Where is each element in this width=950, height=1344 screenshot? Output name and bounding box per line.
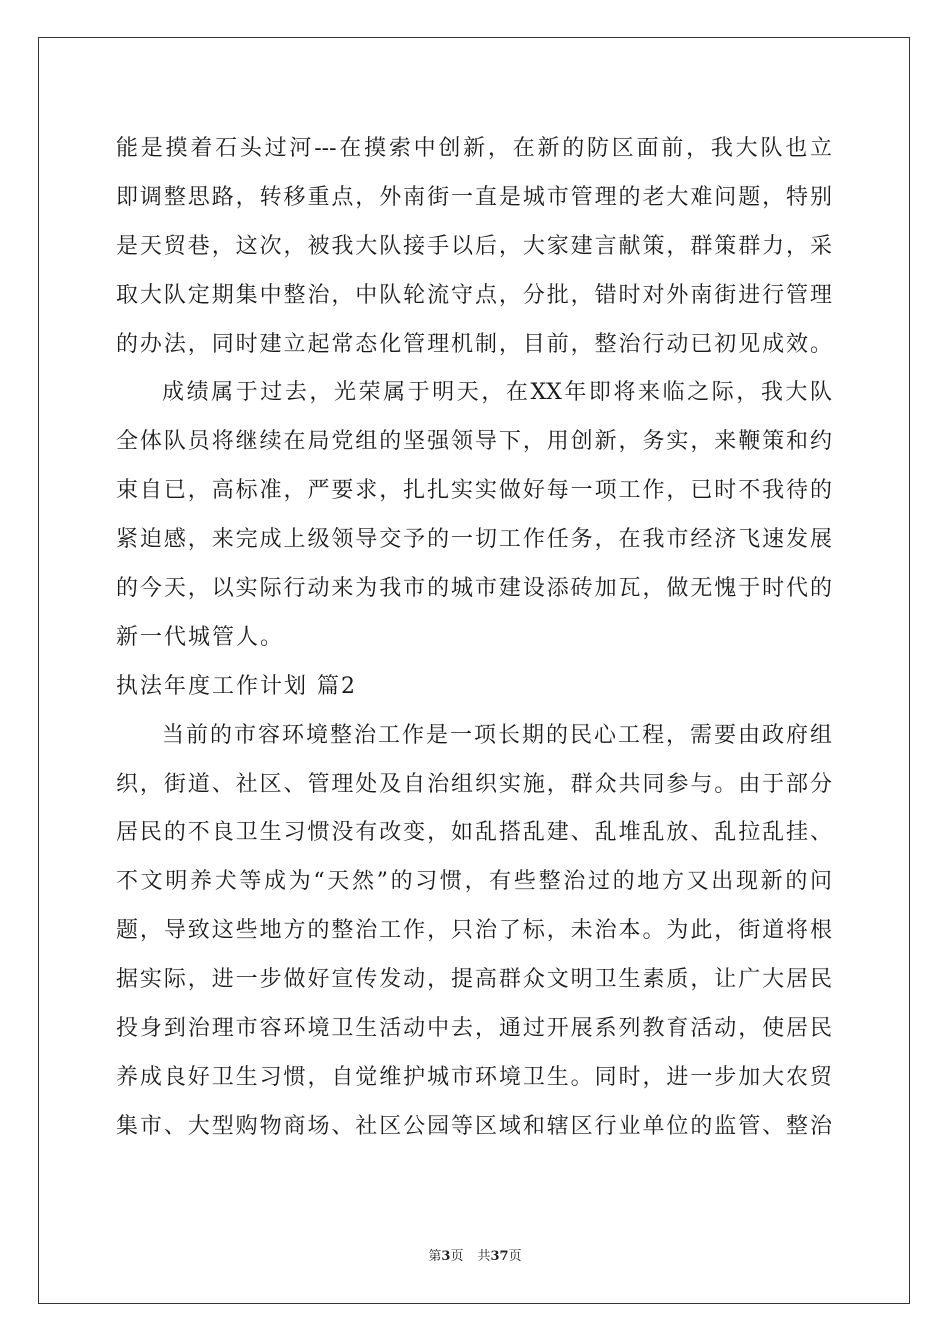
page-prefix: 第 — [428, 1249, 442, 1264]
section-heading: 执法年度工作计划 篇2 — [116, 673, 357, 699]
text-line: 成绩属于过去，光荣属于明天，在XX年即将来临之际，我大队 — [162, 380, 832, 406]
text-line: 全体队员将继续在局党组的坚强领导下，用创新，务实，来鞭策和约 — [116, 429, 832, 455]
text-line: 新一代城管人。 — [116, 624, 285, 650]
text-line: 不文明养犬等成为“天然”的习惯，有些整治过的地方又出现新的问 — [116, 869, 832, 895]
text-line: 的今天，以实际行动来为我市的城市建设添砖加瓦，做无愧于时代的 — [116, 576, 832, 602]
text-line: 养成良好卫生习惯，自觉维护城市环境卫生。同时，进一步加大农贸 — [116, 1064, 832, 1090]
text-line: 居民的不良卫生习惯没有改变，如乱搭乱建、乱堆乱放、乱拉乱挂、 — [116, 820, 832, 846]
text-line: 是天贸巷，这次，被我大队接手以后，大家建言献策，群策群力，采 — [116, 233, 832, 259]
page-footer — [0, 1245, 950, 1264]
text-line: 即调整思路，转移重点，外南街一直是城市管理的老大难问题，特别 — [116, 184, 832, 210]
page-number: 3 — [441, 1249, 451, 1264]
total-prefix: 共 — [477, 1249, 491, 1264]
text-line: 当前的市容环境整治工作是一项长期的民心工程，需要由政府组 — [162, 722, 832, 748]
text-line: 取大队定期集中整治，中队轮流守点，分批，错时对外南街进行管理 — [116, 282, 832, 308]
text-line: 据实际，进一步做好宣传发动，提高群众文明卫生素质，让广大居民 — [116, 967, 832, 993]
page-suffix: 页 — [450, 1249, 464, 1264]
text-line: 束自已，高标准，严要求，扎扎实实做好每一项工作，已时不我待的 — [116, 478, 832, 504]
text-line: 织，街道、社区、管理处及自治组织实施，群众共同参与。由于部分 — [116, 771, 832, 797]
text-line: 紧迫感，来完成上级领导交予的一切工作任务，在我市经济飞速发展 — [116, 527, 832, 553]
total-pages: 37 — [490, 1249, 509, 1264]
document-body — [116, 125, 832, 1152]
text-line: 能是摸着石头过河---在摸索中创新，在新的防区面前，我大队也立 — [116, 136, 832, 161]
text-line: 的办法，同时建立起常态化管理机制，目前，整治行动已初见成效。 — [116, 331, 832, 357]
text-line: 投身到治理市容环境卫生活动中去，通过开展系列教育活动，使居民 — [116, 1016, 832, 1042]
total-suffix: 页 — [508, 1249, 522, 1264]
text-line: 题，导致这些地方的整治工作，只治了标，未治本。为此，街道将根 — [116, 918, 832, 944]
text-line: 集市、大型购物商场、社区公园等区域和辖区行业单位的监管、整治 — [116, 1113, 832, 1139]
